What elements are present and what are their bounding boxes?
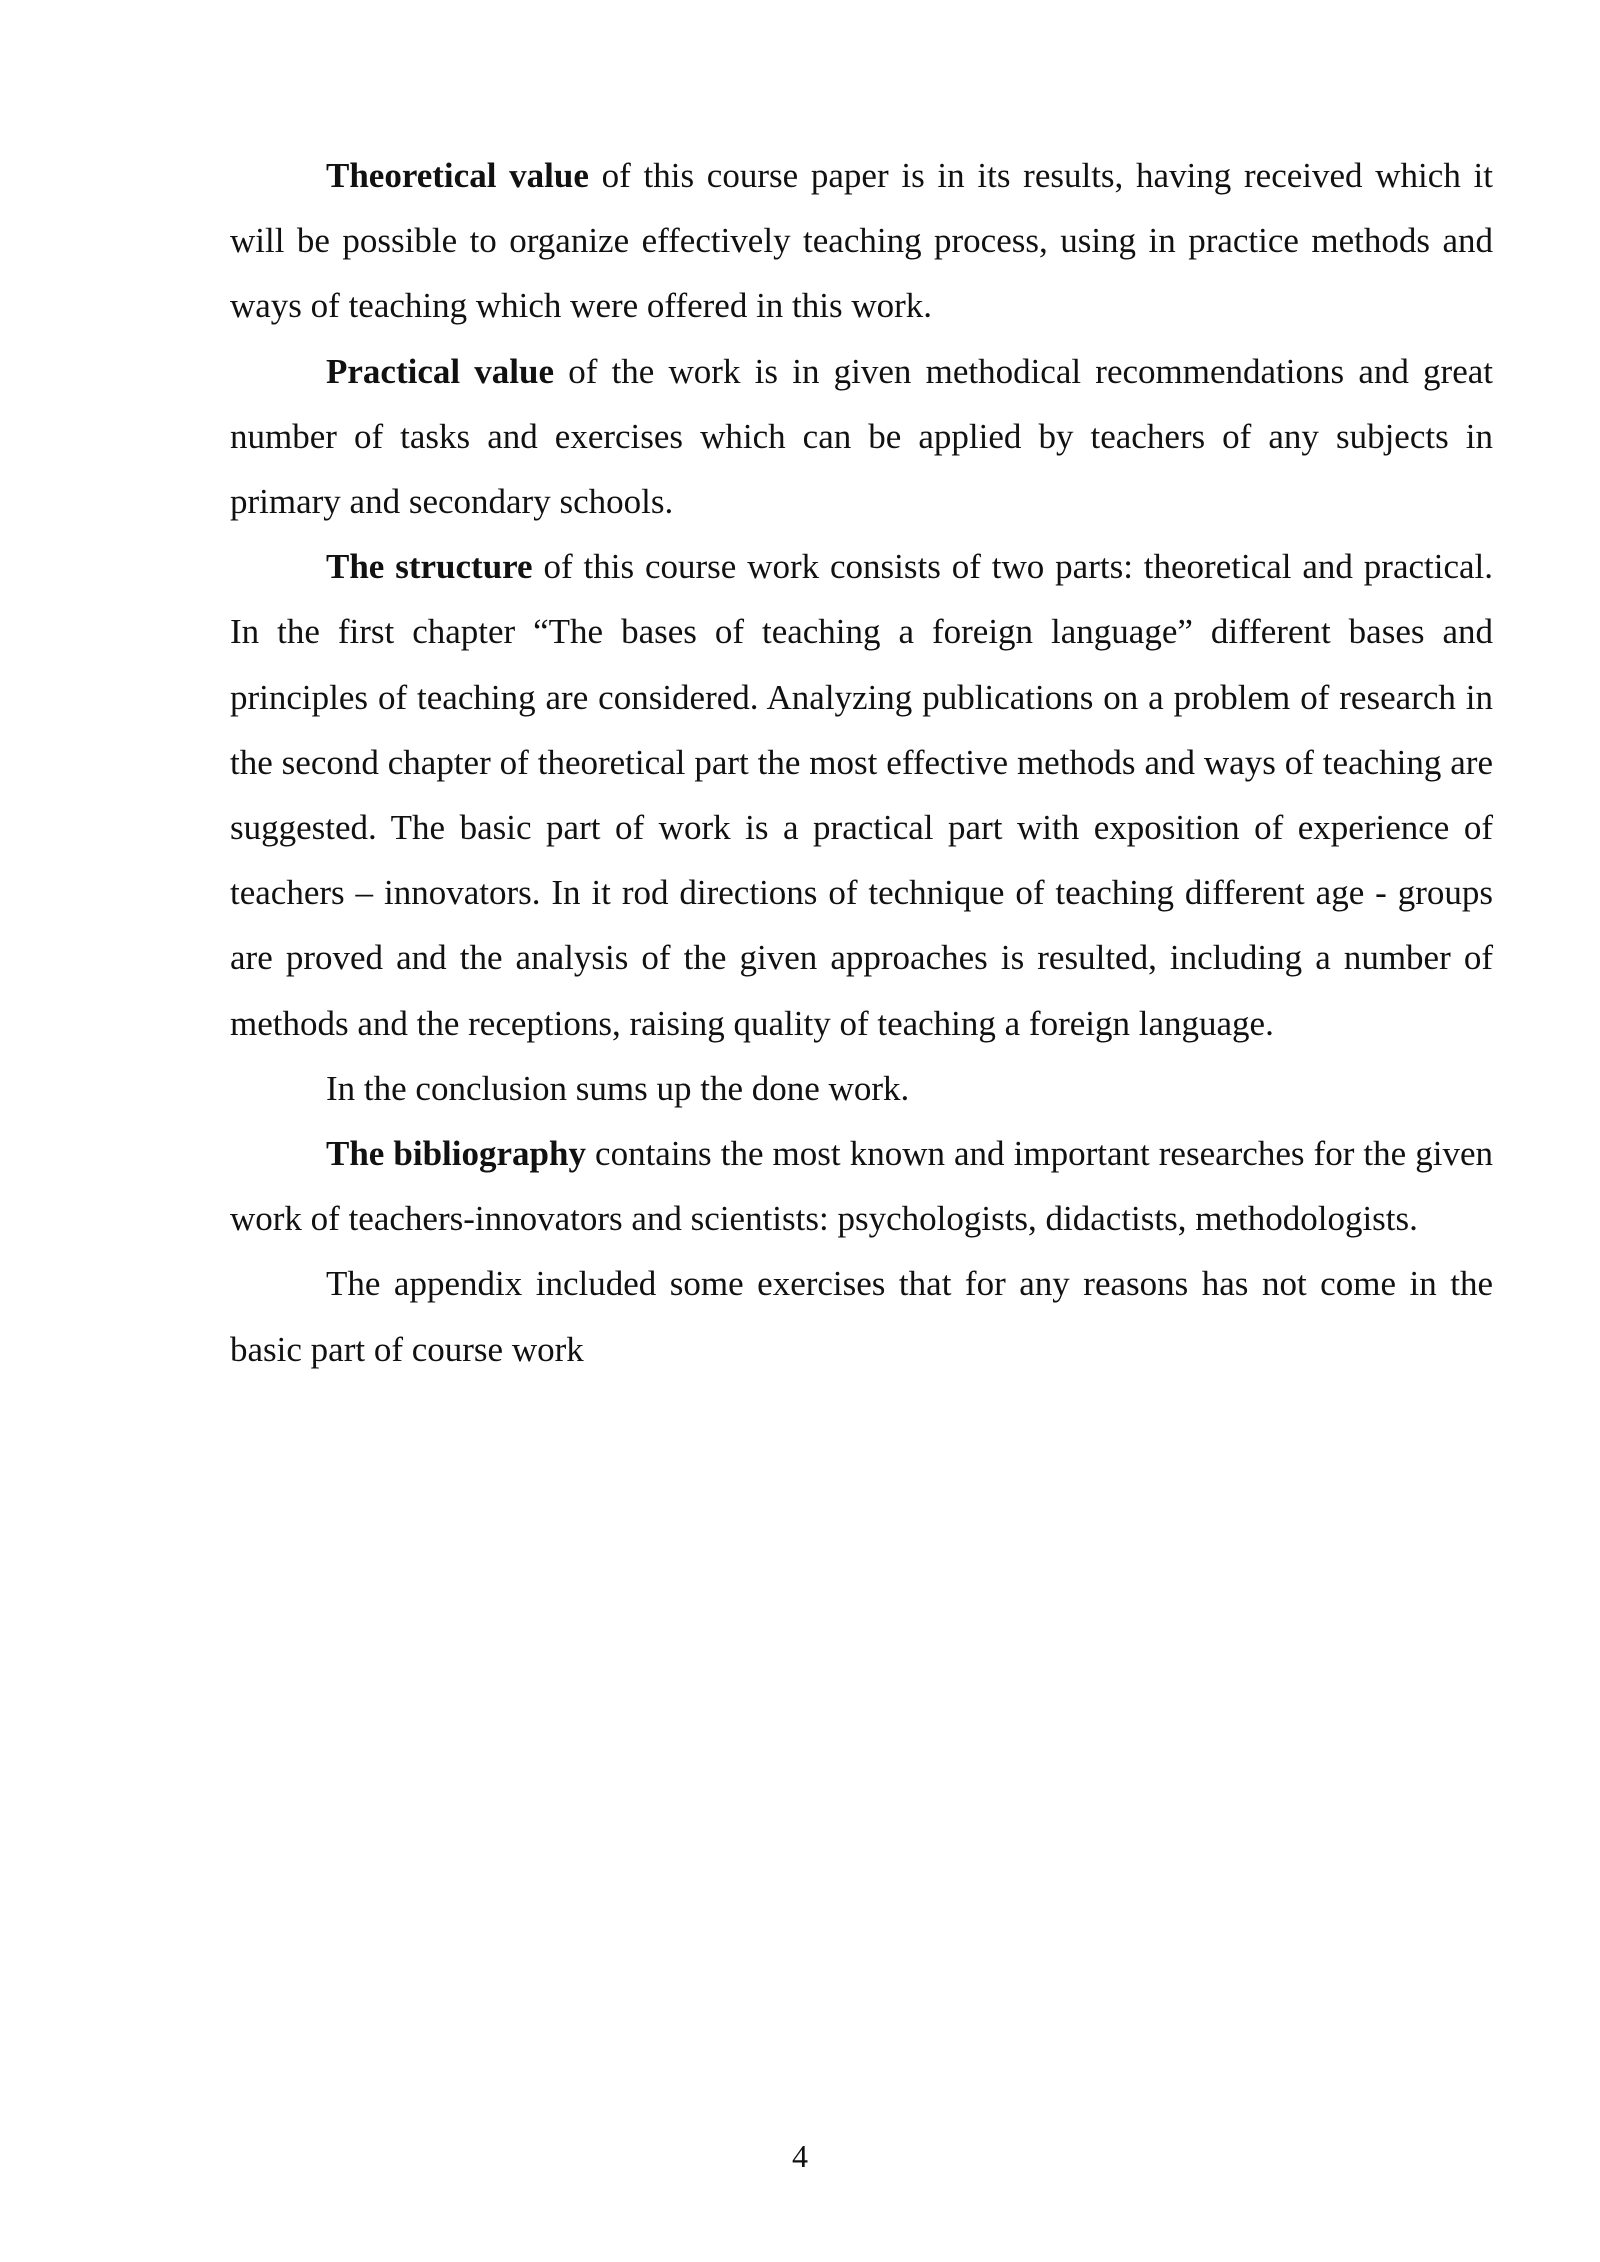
paragraph-lead: The structure bbox=[326, 547, 533, 587]
paragraph-lead: Theoretical value bbox=[326, 156, 589, 195]
paragraph-text: In the conclusion sums up the done work. bbox=[326, 1068, 910, 1108]
page-number: 4 bbox=[792, 2138, 808, 2174]
paragraph-lead: Practical value bbox=[326, 351, 555, 391]
paragraph-text: of the work is in given methodical recommendations and great number of tasks and exercises which can be applied by teachers of any subjects in primary and secondary schools. bbox=[230, 351, 1494, 522]
paragraph-theoretical-value bbox=[230, 143, 1493, 339]
paragraph-appendix bbox=[230, 1251, 1493, 1381]
paragraph-conclusion bbox=[230, 1056, 1493, 1121]
paragraph-lead: The bibliography bbox=[326, 1134, 586, 1174]
paragraph-structure bbox=[230, 534, 1493, 1056]
paragraph-text: The appendix included some exercises that for any reasons has not come in the basic part of course work bbox=[230, 1264, 1493, 1369]
document-body bbox=[230, 143, 1493, 1382]
paragraph-text: of this course work consists of two parts: theoretical and practical. In the first chapter “The bases of teaching a foreign language” different bases and principles of teaching are considered. Analyzing publications on a problem of research in the second chapter of theoretical part the most effective methods and ways of teaching are suggested. The basic part of work is a practical part with exposition of experience of teachers – innovators. In it rod directions of technique of teaching different age - groups are proved and the analysis of the given approaches is resulted, including a number of methods and the receptions, raising quality of teaching a foreign language. bbox=[230, 547, 1494, 1043]
paragraph-practical-value bbox=[230, 339, 1493, 535]
paragraph-text: contains the most known and important researches for the given work of teachers-innovators and scientists: psychologists, didactists, methodologists. bbox=[230, 1134, 1493, 1239]
paragraph-text: of this course paper is in its results, having received which it will be possible to organize effectively teaching process, using in practice methods and ways of teaching which were offered in this work. bbox=[230, 156, 1493, 326]
paragraph-bibliography bbox=[230, 1121, 1493, 1251]
